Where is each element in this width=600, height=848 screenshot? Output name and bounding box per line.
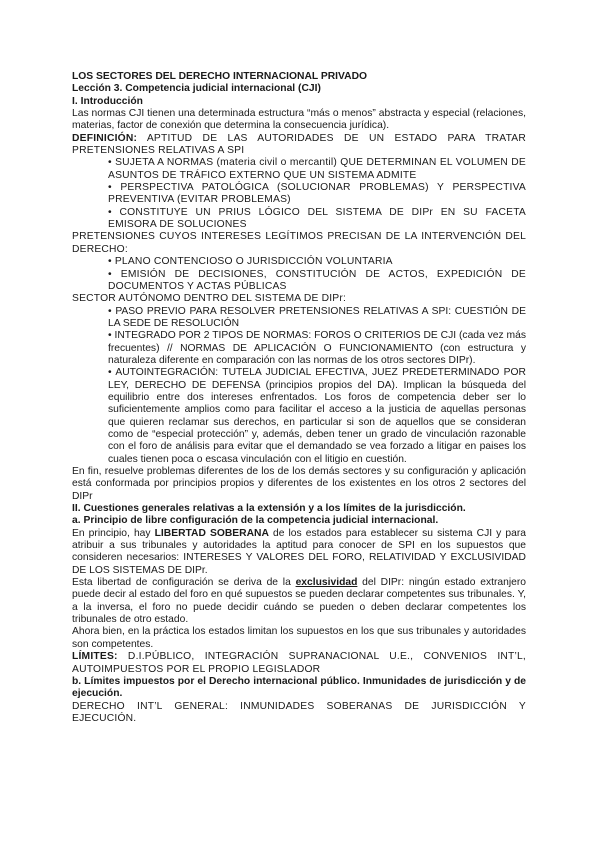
list-item: • INTEGRADO POR 2 TIPOS DE NORMAS: FOROS O CRITERIOS DE CJI (cada vez más frecuentes) // NORMAS DE APLICACIÓN O FUNCIONAMIENTO (con estructura y naturaleza diferente en comparación con las normas de los otros sectores DIPr). (108, 330, 526, 366)
lesson-heading: Lección 3. Competencia judicial internacional (CJI) (72, 83, 321, 95)
list-item: • EMISIÓN DE DECISIONES, CONSTITUCIÓN DE ACTOS, EXPEDICIÓN DE DOCUMENTOS Y ACTAS PÚBLICAS (108, 268, 526, 292)
list-item: • PLANO CONTENCIOSO O JURISDICCIÓN VOLUNTARIA (108, 256, 393, 268)
list-item: • PERSPECTIVA PATOLÓGICA (SOLUCIONAR PROBLEMAS) Y PERSPECTIVA PREVENTIVA (EVITAR PROBLEMAS) (108, 182, 526, 206)
list-item: • SUJETA A NORMAS (materia civil o mercantil) QUE DETERMINAN EL VOLUMEN DE ASUNTOS DE TRÁFICO EXTERNO QUE UN SISTEMA ADMITE (108, 157, 526, 181)
subsection-heading-a: a. Principio de libre configuración de la competencia judicial internacional. (72, 515, 439, 527)
list-item: • AUTOINTEGRACIÓN: TUTELA JUDICIAL EFECTIVA, JUEZ PREDETERMINADO POR LEY, DERECHO DE DEFENSA (principios propios del DA). Implican la búsqueda del equilibrio entre dos intereses enfrentados. Los foros de competencia deber ser lo suficientemente amplios como para facilitar el acceso a la justicia de aquellas personas que quieren reclamar sus derechos, en particular si son de aquellos que se consideran como de “especial protección” y, además, deben tener un grado de vinculación razonable con el foro de análisis para evitar que el demandado se vea forzado a litigar en paises los cuales tienen poca o escasa vinculación con el litigio en cuestión. (108, 367, 526, 465)
pretensiones-paragraph: PRETENSIONES CUYOS INTERESES LEGÍTIMOS PRECISAN DE LA INTERVENCIÓN DEL DERECHO: (72, 231, 526, 255)
limites-text: D.I.PÚBLICO, INTEGRACIÓN SUPRANACIONAL U.E., CONVENIOS INT’L, AUTOIMPUESTOS POR EL PROPIO LEGISLADOR (72, 651, 526, 675)
intro-paragraph: Las normas CJI tienen una determinada estructura “más o menos” abstracta y especial (relaciones, materias, factor de conexión que determina la consecuencia jurídica). (72, 108, 526, 132)
document-title: LOS SECTORES DEL DERECHO INTERNACIONAL PRIVADO (72, 71, 368, 82)
subsection-heading-b: b. Límites impuestos por el Derecho internacional público. Inmunidades de jurisdicción y de ejecución. (72, 675, 526, 700)
libertad-paragraph (72, 528, 526, 577)
limites-paragraph (72, 651, 526, 676)
definition-label: DEFINICIÓN: (72, 132, 138, 144)
exclusividad-paragraph (72, 577, 526, 626)
text-run: Esta libertad de configuración se deriva de la (72, 577, 296, 589)
section-heading-introduccion: I. Introducción (72, 95, 143, 107)
list-item: • CONSTITUYE UN PRIUS LÓGICO DEL SISTEMA DE DIPr EN SU FACETA EMISORA DE SOLUCIONES (108, 206, 526, 231)
definition-text: APTITUD DE LAS AUTORIDADES DE UN ESTADO PARA TRATAR PRETENSIONES RELATIVAS A SPI (72, 132, 526, 157)
text-run: de los estados para establecer su sistema CJI y para atribuir a sus tribunales y autoridades la aptitud para conocer de SPI en los supuestos que consideren necesarios: INTERESES Y VALORES DEL FORO, RELATIVIDAD Y EXCLUSIVIDAD DE LOS SISTEMAS DE DIPr. (72, 527, 526, 576)
conclusion-paragraph: En fin, resuelve problemas diferentes de los de los demás sectores y su configuración y aplicación está conformada por principios propios y diferentes de los existentes en los otros 2 sectores del DIPr (72, 466, 526, 502)
section-heading-cuestiones: II. Cuestiones generales relativas a la extensión y a los límites de la jurisdicción. (72, 503, 466, 515)
limites-label: LÍMITES: (72, 651, 118, 663)
practica-paragraph: Ahora bien, en la práctica los estados limitan los supuestos en los que sus tribunales y autoridades son competentes. (72, 626, 526, 650)
text-run: del DIPr: ningún estado extranjero puede decir al estado del foro en qué supuestos se pueden declarar competentes sus tribunales. Y, a la inversa, el foro no puede decidir cuándo se pueden o deben declarar competentes los tribunales de otro estado. (72, 577, 527, 626)
final-paragraph: DERECHO INT’L GENERAL: INMUNIDADES SOBERANAS DE JURISDICCIÓN Y EJECUCIÓN. (72, 700, 526, 724)
text-run: En principio, hay (72, 527, 155, 539)
underlined-term: exclusividad (295, 577, 358, 589)
document-body (72, 71, 526, 725)
sector-paragraph: SECTOR AUTÓNOMO DENTRO DEL SISTEMA DE DIPr: (72, 293, 347, 305)
emphasis-text: LIBERTAD SOBERANA (154, 527, 269, 539)
definition-paragraph (72, 133, 526, 158)
list-item: • PASO PREVIO PARA RESOLVER PRETENSIONES RELATIVAS A SPI: CUESTIÓN DE LA SEDE DE RESOLUCIÓN (108, 305, 526, 329)
